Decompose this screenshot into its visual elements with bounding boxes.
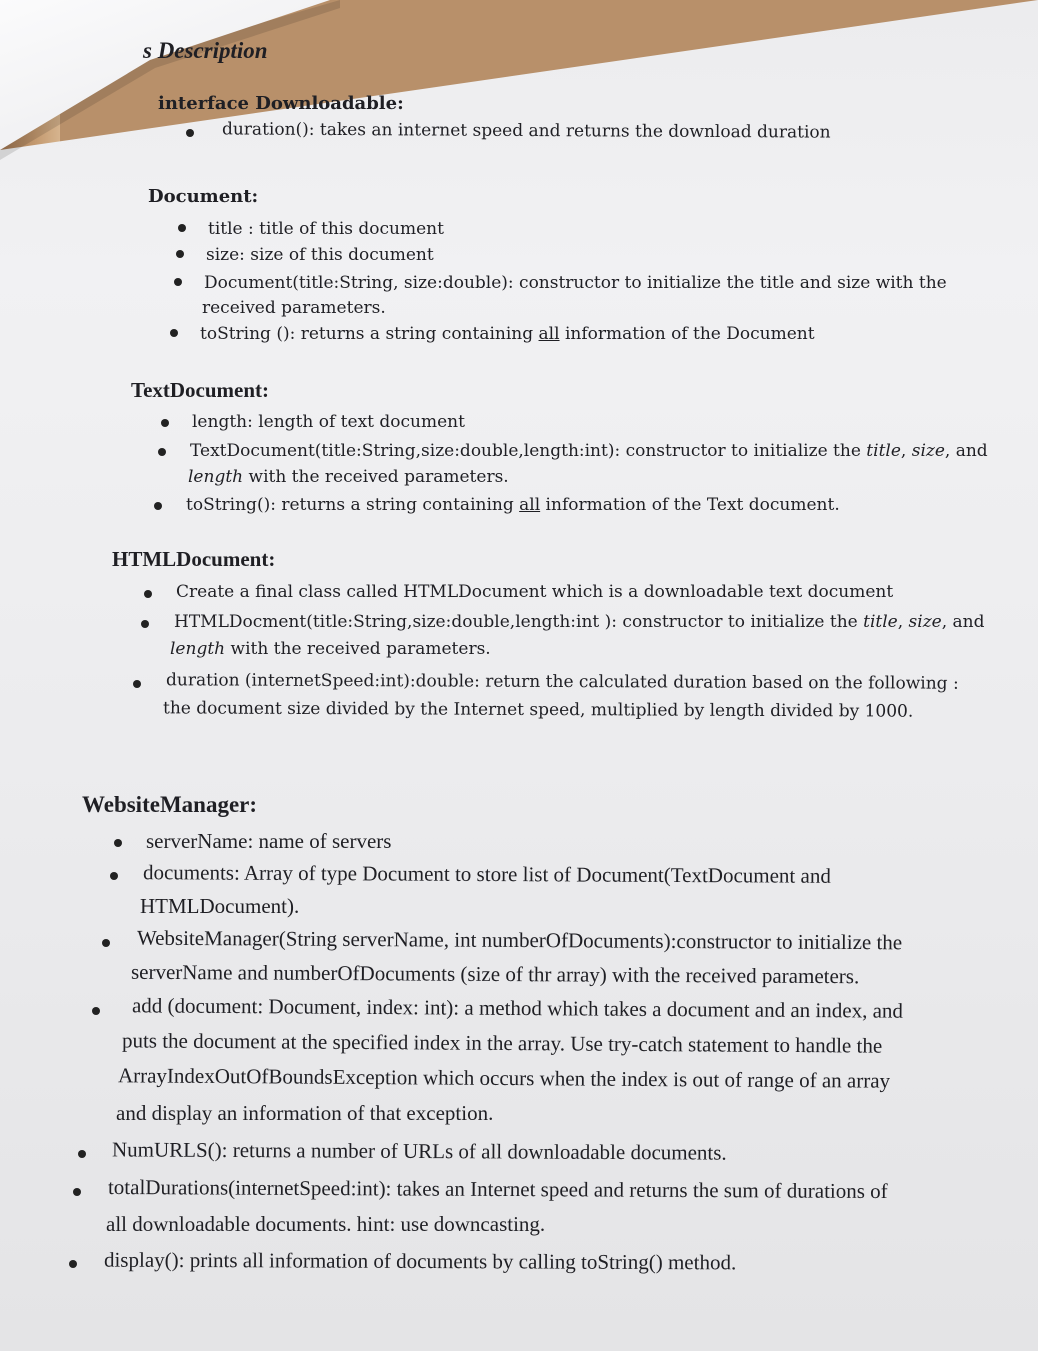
bullet xyxy=(110,872,118,880)
bullet xyxy=(78,1150,86,1158)
websitemanager-item-6: display(): prints all information of documents by calling toString() method. xyxy=(103,1247,737,1275)
websitemanager-item-2-cont: serverName and numberOfDocuments (size of thr array) with the received parameters. xyxy=(130,959,860,989)
websitemanager-item-5: totalDurations(internetSpeed:int): takes an Internet speed and returns the sum of durations of xyxy=(107,1174,888,1204)
bullet xyxy=(69,1260,77,1268)
bullet xyxy=(141,620,149,628)
bullet xyxy=(92,1007,100,1015)
textdocument-item-1: TextDocument(title:String,size:double,length:int): constructor to initialize the title, size, and xyxy=(190,441,988,461)
document-item-1: size: size of this document xyxy=(206,245,434,265)
bullet xyxy=(161,419,169,427)
bullet xyxy=(174,278,182,286)
document-item-3: toString (): returns a string containing all information of the Document xyxy=(200,324,815,344)
htmldocument-item-2-cont: the document size divided by the Internet speed, multiplied by length divided by 1000. xyxy=(162,698,914,722)
document-item-2: Document(title:String, size:double): constructor to initialize the title and size with the xyxy=(204,273,947,293)
websitemanager-item-3-cont-3: and display an information of that exception. xyxy=(116,1101,494,1125)
websitemanager-title: WebsiteManager: xyxy=(82,792,258,817)
htmldocument-item-2: duration (internetSpeed:int):double: return the calculated duration based on the following : xyxy=(165,670,959,694)
websitemanager-item-2: WebsiteManager(String serverName, int numberOfDocuments):constructor to initialize the xyxy=(136,925,903,955)
document-title: Document: xyxy=(148,186,259,207)
bullet xyxy=(170,329,178,337)
websitemanager-item-1: documents: Array of type Document to store list of Document(TextDocument and xyxy=(142,860,831,888)
htmldocument-item-1-cont: length with the received parameters. xyxy=(170,639,491,659)
websitemanager-item-3: add (document: Document, index: int): a method which takes a document and an index, and xyxy=(131,993,904,1023)
websitemanager-item-0: serverName: name of servers xyxy=(146,829,392,853)
websitemanager-item-3-cont-1: puts the document at the specified index in the array. Use try-catch statement to handle the xyxy=(121,1028,883,1058)
downloadable-item-0: duration(): takes an internet speed and returns the download duration xyxy=(221,119,831,143)
bullet xyxy=(102,939,110,947)
textdocument-item-0: length: length of text document xyxy=(192,412,465,432)
textdocument-item-2: toString(): returns a string containing all information of the Text document. xyxy=(186,495,840,515)
document-item-2-cont: received parameters. xyxy=(202,298,386,318)
bullet xyxy=(186,129,194,137)
bullet xyxy=(133,680,141,688)
textdocument-item-1-cont: length with the received parameters. xyxy=(188,467,509,487)
section-heading-description: s Description xyxy=(143,38,268,63)
bullet xyxy=(114,839,122,847)
htmldocument-item-0: Create a final class called HTMLDocument which is a downloadable text document xyxy=(176,582,894,602)
bullet xyxy=(154,502,162,510)
textdocument-title: TextDocument: xyxy=(131,378,270,402)
websitemanager-item-4: NumURLS(): returns a number of URLs of all downloadable documents. xyxy=(111,1137,727,1165)
bullet xyxy=(144,590,152,598)
bullet xyxy=(176,250,184,258)
websitemanager-item-3-cont-2: ArrayIndexOutOfBoundsException which occurs when the index is out of range of an array xyxy=(117,1063,891,1093)
bullet xyxy=(73,1188,81,1196)
htmldocument-item-1: HTMLDocment(title:String,size:double,length:int ): constructor to initialize the title, size, and xyxy=(174,612,985,632)
downloadable-title: interface Downloadable: xyxy=(158,93,404,114)
websitemanager-item-5-cont: all downloadable documents. hint: use downcasting. xyxy=(106,1212,546,1236)
websitemanager-item-1-cont: HTMLDocument). xyxy=(140,894,300,918)
bullet xyxy=(158,448,166,456)
htmldocument-title: HTMLDocument: xyxy=(112,547,276,571)
document-item-0: title : title of this document xyxy=(208,219,444,239)
bullet xyxy=(178,224,186,232)
